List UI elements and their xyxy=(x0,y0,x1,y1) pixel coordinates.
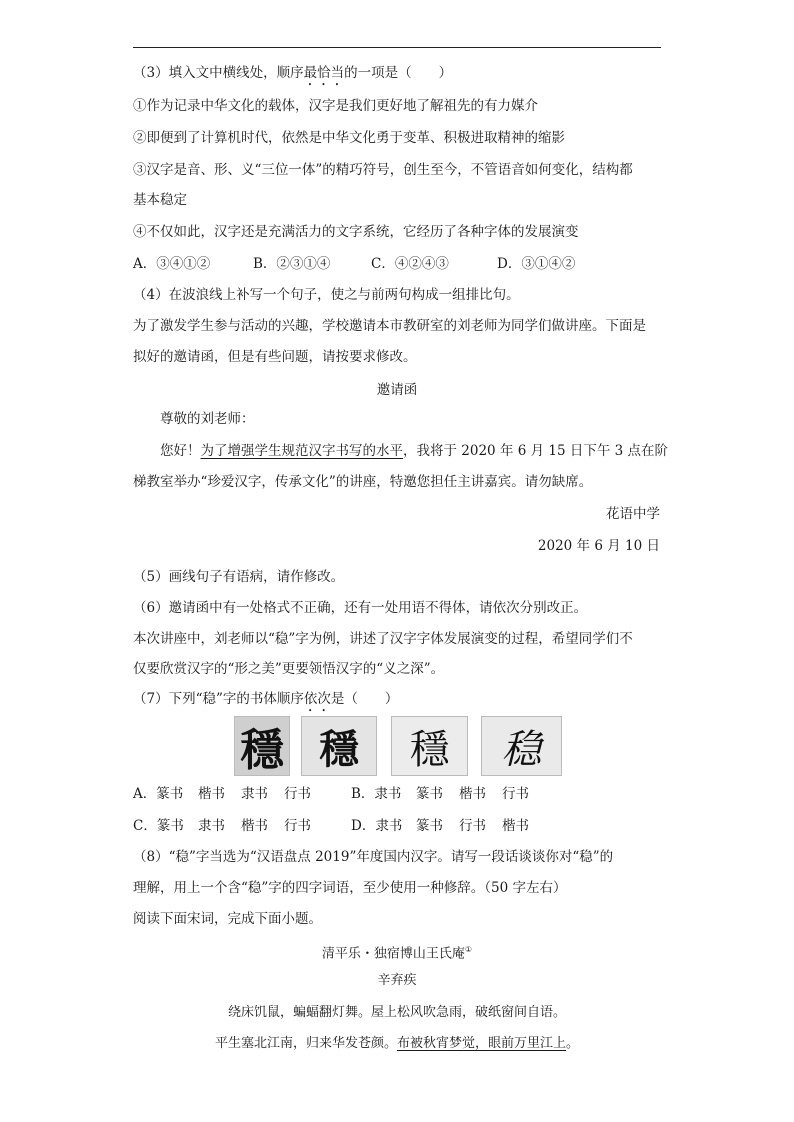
q3-option-d[interactable]: D．③①④② xyxy=(497,256,576,272)
q3-options xyxy=(133,255,575,273)
q7-option-c[interactable]: C．篆书 隶书 楷书 行书 xyxy=(133,818,311,834)
q3-option-a[interactable]: A．③④①② xyxy=(133,256,211,272)
q7-options-row2 xyxy=(133,817,529,835)
letter-body-line2: 梯教室举办“珍爱汉字，传承文化”的讲座，特邀您担任主讲嘉宾。请勿缺席。 xyxy=(133,474,593,490)
para-line2: 仅要欣赏汉字的“形之美”更要领悟汉字的“义之深”。 xyxy=(133,661,445,677)
q4-stem: （4）在波浪线上补写一个句子，使之与前两句构成一组排比句。 xyxy=(133,287,520,303)
reading-instruction: 阅读下面宋词，完成下面小题。 xyxy=(133,911,322,927)
calligraphy-clerical-image: 穩 xyxy=(301,716,377,776)
q3-option-c[interactable]: C．④②④③ xyxy=(371,256,449,272)
q3-stem: （3）填入文中横线处，顺序最恰当的一项是（ ） xyxy=(133,65,453,81)
letter-body-line1: 您好！为了增强学生规范汉字书写的水平，我将于 2020 年 6 月 15 日下午 3 点在阶 xyxy=(160,443,669,459)
q6-stem: （6）邀请函中有一处格式不正确，还有一处用语不得体，请依次分别改正。 xyxy=(133,600,588,616)
letter-title: 邀请函 xyxy=(376,382,418,398)
q8-stem-line2: 理解，用上一个含“稳”字的四字词语，至少使用一种修辞。（50 字左右） xyxy=(133,880,567,896)
q7-options-row1 xyxy=(133,785,529,803)
letter-salutation: 尊敬的刘老师： xyxy=(160,411,255,427)
top-rule xyxy=(133,47,661,48)
q3-item3-cont: 基本稳定 xyxy=(133,192,187,208)
poem-underlined-phrase: 布被秋宵梦觉，眼前万里江上 xyxy=(396,1036,566,1051)
q7-option-a[interactable]: A．篆书 楷书 隶书 行书 xyxy=(133,786,311,802)
q3-option-b[interactable]: B．②③①④ xyxy=(253,256,331,272)
calligraphy-seal-image: 穩 xyxy=(234,716,290,776)
letter-signature: 花语中学 xyxy=(606,506,660,522)
intro-line1: 为了激发学生参与活动的兴趣，学校邀请本市教研室的刘老师为同学们做讲座。下面是 xyxy=(133,318,646,334)
poem-title: 清平乐・独宿博山王氏庵① xyxy=(321,945,473,962)
intro-line2: 拟好的邀请函，但是有些问题，请按要求修改。 xyxy=(133,349,417,365)
calligraphy-regular-image: 穩 xyxy=(391,716,468,776)
q7-option-b[interactable]: B．隶书 篆书 楷书 行书 xyxy=(351,786,529,802)
underlined-sentence: 为了增强学生规范汉字书写的水平 xyxy=(200,443,403,459)
poem-author: 辛弃疾 xyxy=(377,973,417,988)
q3-item3: ③汉字是音、形、义“三位一体”的精巧符号，创生至今，不管语音如何变化，结构都 xyxy=(133,162,633,178)
q5-stem: （5）画线句子有语病，请作修改。 xyxy=(133,569,345,585)
q8-stem-line1: （8）“稳”字当选为“汉语盘点 2019”年度国内汉字。请写一段话谈谈你对“稳”的 xyxy=(133,849,614,865)
letter-date: 2020 年 6 月 10 日 xyxy=(537,538,660,554)
calligraphy-running-image: 稳 xyxy=(481,716,562,776)
para-line1: 本次讲座中，刘老师以“稳”字为例，讲述了汉字字体发展演变的过程，希望同学们不 xyxy=(133,631,633,647)
q3-item1: ①作为记录中华文化的载体，汉字是我们更好地了解祖先的有力媒介 xyxy=(133,98,538,114)
q7-option-d[interactable]: D．隶书 篆书 行书 楷书 xyxy=(351,818,529,834)
footnote-mark: ① xyxy=(464,945,473,954)
q7-stem: （7）下列“稳”字的书体顺序依次是（ ） xyxy=(133,691,399,707)
poem-line1: 绕床饥鼠，蝙蝠翻灯舞。屋上松风吹急雨，破纸窗间自语。 xyxy=(227,1005,566,1020)
poem-line2: 平生塞北江南，归来华发苍颜。布被秋宵梦觉，眼前万里江上。 xyxy=(214,1036,580,1051)
q3-item4: ④不仅如此，汉字还是充满活力的文字系统，它经历了各种字体的发展演变 xyxy=(133,224,579,240)
q3-item2: ②即便到了计算机时代，依然是中华文化勇于变革、积极进取精神的缩影 xyxy=(133,130,565,146)
